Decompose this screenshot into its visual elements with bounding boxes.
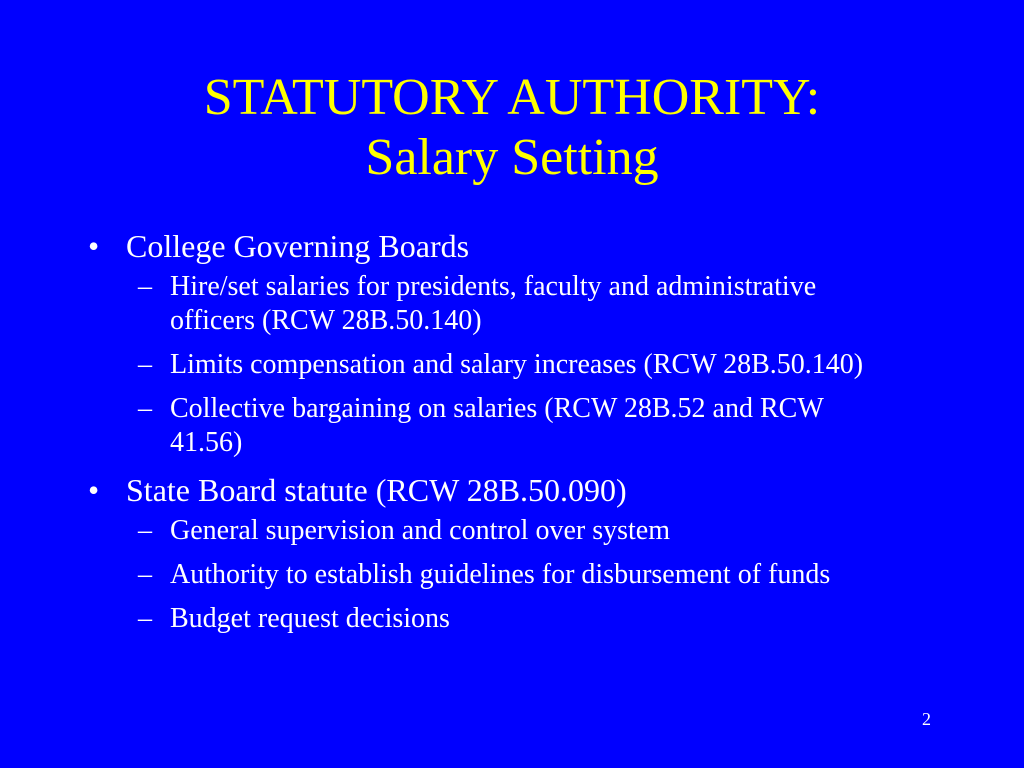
sub-list-state-board-statute [88,514,918,636]
dash-marker: – [138,271,152,302]
sub-bullet [88,602,918,636]
bullet-state-board-statute [88,470,918,510]
dash-marker: – [138,393,152,424]
page-number: 2 [922,709,931,729]
dash-marker: – [138,559,152,590]
dash-marker: – [138,349,152,380]
sub-bullet [88,514,918,548]
sub-bullet-text: Authority to establish guidelines for disbursement of funds [170,559,831,590]
sub-bullet-text: Collective bargaining on salaries (RCW 28B.52 and RCW 41.56) [170,393,824,458]
slide-title [0,68,1024,188]
bullet-marker: • [88,228,100,264]
sub-bullet-text: Hire/set salaries for presidents, faculty and administrative officers (RCW 28B.50.140) [170,271,817,336]
bullet-college-governing-boards [88,226,918,266]
bullet-list [88,226,918,646]
bullet-marker: • [88,472,100,508]
sub-list-college-governing-boards [88,270,918,460]
title-line-1: STATUTORY AUTHORITY: [203,69,821,126]
sub-bullet [88,558,918,592]
bullet-text: College Governing Boards [126,228,470,264]
sub-bullet [88,392,918,460]
dash-marker: – [138,603,152,634]
bullet-text: State Board statute (RCW 28B.50.090) [126,472,627,508]
sub-bullet [88,270,918,338]
sub-bullet-text: Limits compensation and salary increases (RCW 28B.50.140) [170,349,864,380]
sub-bullet-text: General supervision and control over system [170,515,670,546]
sub-bullet [88,348,918,382]
sub-bullet-text: Budget request decisions [170,603,450,634]
dash-marker: – [138,515,152,546]
title-line-2: Salary Setting [365,129,659,186]
